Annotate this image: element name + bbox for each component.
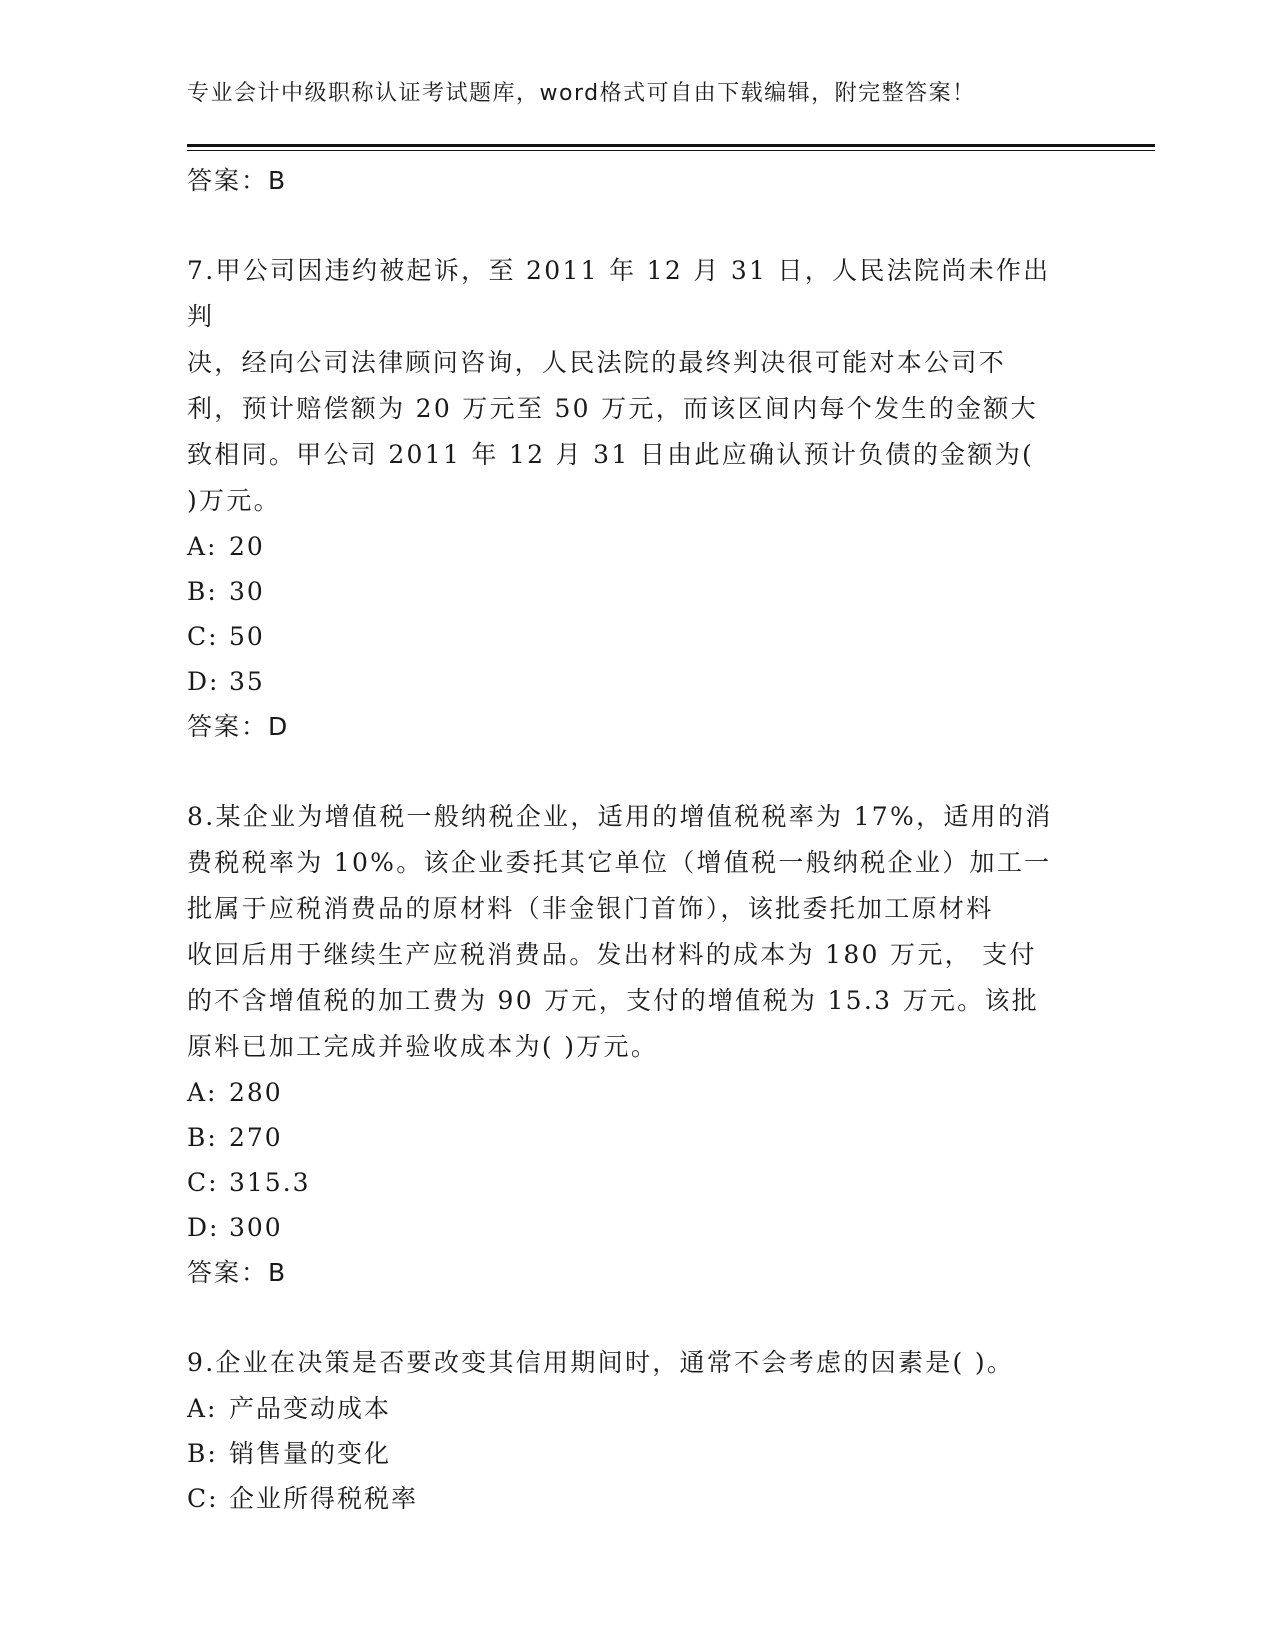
option-letter: C: — [187, 622, 219, 651]
option-text: 20 — [229, 532, 265, 561]
question-8-option-d — [187, 1205, 1087, 1250]
option-letter: D: — [187, 1213, 220, 1242]
question-8-answer: 答案：B — [187, 1258, 288, 1287]
option-text: 35 — [229, 667, 265, 696]
option-letter: A: — [187, 1394, 218, 1423]
question-7 — [187, 248, 1087, 749]
question-7-answer: 答案：D — [187, 712, 290, 741]
option-letter: C: — [187, 1484, 219, 1513]
option-letter: A: — [187, 1078, 218, 1107]
option-letter: A: — [187, 532, 218, 561]
question-7-stem: 7.甲公司因违约被起诉，至 2011 年 12 月 31 日，人民法院尚未作出判 决，经向公司法律顾问咨询，人民法院的最终判决很可能对本公司不 利，预计赔偿额为 20 万元至 50 万元，而该区间内每个发生的金额大 致相同。甲公司 2011 年 12 月 31 日由此应确认预计负债的金额为( )万元。 — [187, 256, 1051, 515]
header-rule-thick — [187, 144, 1155, 147]
question-8-stem: 8.某企业为增值税一般纳税企业，适用的增值税税率为 17%，适用的消 费税税率为 10%。该企业委托其它单位（增值税一般纳税企业）加工一 批属于应税消费品的原材料（非金银门首饰），该批委托加工原材料 收回后用于继续生产应税消费品。发出材料的成本为 180 万元， 支付 的不含增值税的加工费为 90 万元，支付的增值税为 15.3 万元。该批 原料已加工完成并验收成本为( )万元。 — [187, 802, 1053, 1061]
answer-previous: 答案：B — [187, 166, 288, 195]
question-7-option-b — [187, 569, 1087, 614]
option-text: 30 — [229, 577, 265, 606]
option-letter: B: — [187, 577, 218, 606]
option-letter: C: — [187, 1168, 219, 1197]
option-letter: B: — [187, 1123, 218, 1152]
question-9-stem: 9.企业在决策是否要改变其信用期间时，通常不会考虑的因素是( )。 — [187, 1348, 1015, 1377]
option-text: 50 — [229, 622, 265, 651]
option-text: 315.3 — [229, 1168, 311, 1197]
question-8 — [187, 794, 1087, 1295]
spacer — [187, 1295, 1087, 1340]
question-7-option-c — [187, 614, 1087, 659]
option-letter: B: — [187, 1439, 218, 1468]
spacer — [187, 203, 1087, 248]
option-text: 280 — [229, 1078, 283, 1107]
question-9-option-c — [187, 1476, 1087, 1521]
option-text: 销售量的变化 — [229, 1439, 392, 1468]
question-8-option-b — [187, 1115, 1087, 1160]
option-text: 产品变动成本 — [229, 1394, 392, 1423]
question-content — [187, 158, 1087, 1521]
spacer — [187, 749, 1087, 794]
option-text: 企业所得税税率 — [229, 1484, 419, 1513]
option-letter: D: — [187, 667, 220, 696]
question-9 — [187, 1340, 1087, 1521]
question-9-option-a — [187, 1386, 1087, 1431]
question-8-option-c — [187, 1160, 1087, 1205]
question-7-option-a — [187, 524, 1087, 569]
option-text: 300 — [229, 1213, 283, 1242]
option-text: 270 — [229, 1123, 283, 1152]
page-header-title: 专业会计中级职称认证考试题库，word格式可自由下载编辑，附完整答案！ — [187, 81, 976, 106]
question-7-option-d — [187, 659, 1087, 704]
header-rule-thin — [187, 150, 1155, 151]
question-8-option-a — [187, 1070, 1087, 1115]
question-9-option-b — [187, 1431, 1087, 1476]
